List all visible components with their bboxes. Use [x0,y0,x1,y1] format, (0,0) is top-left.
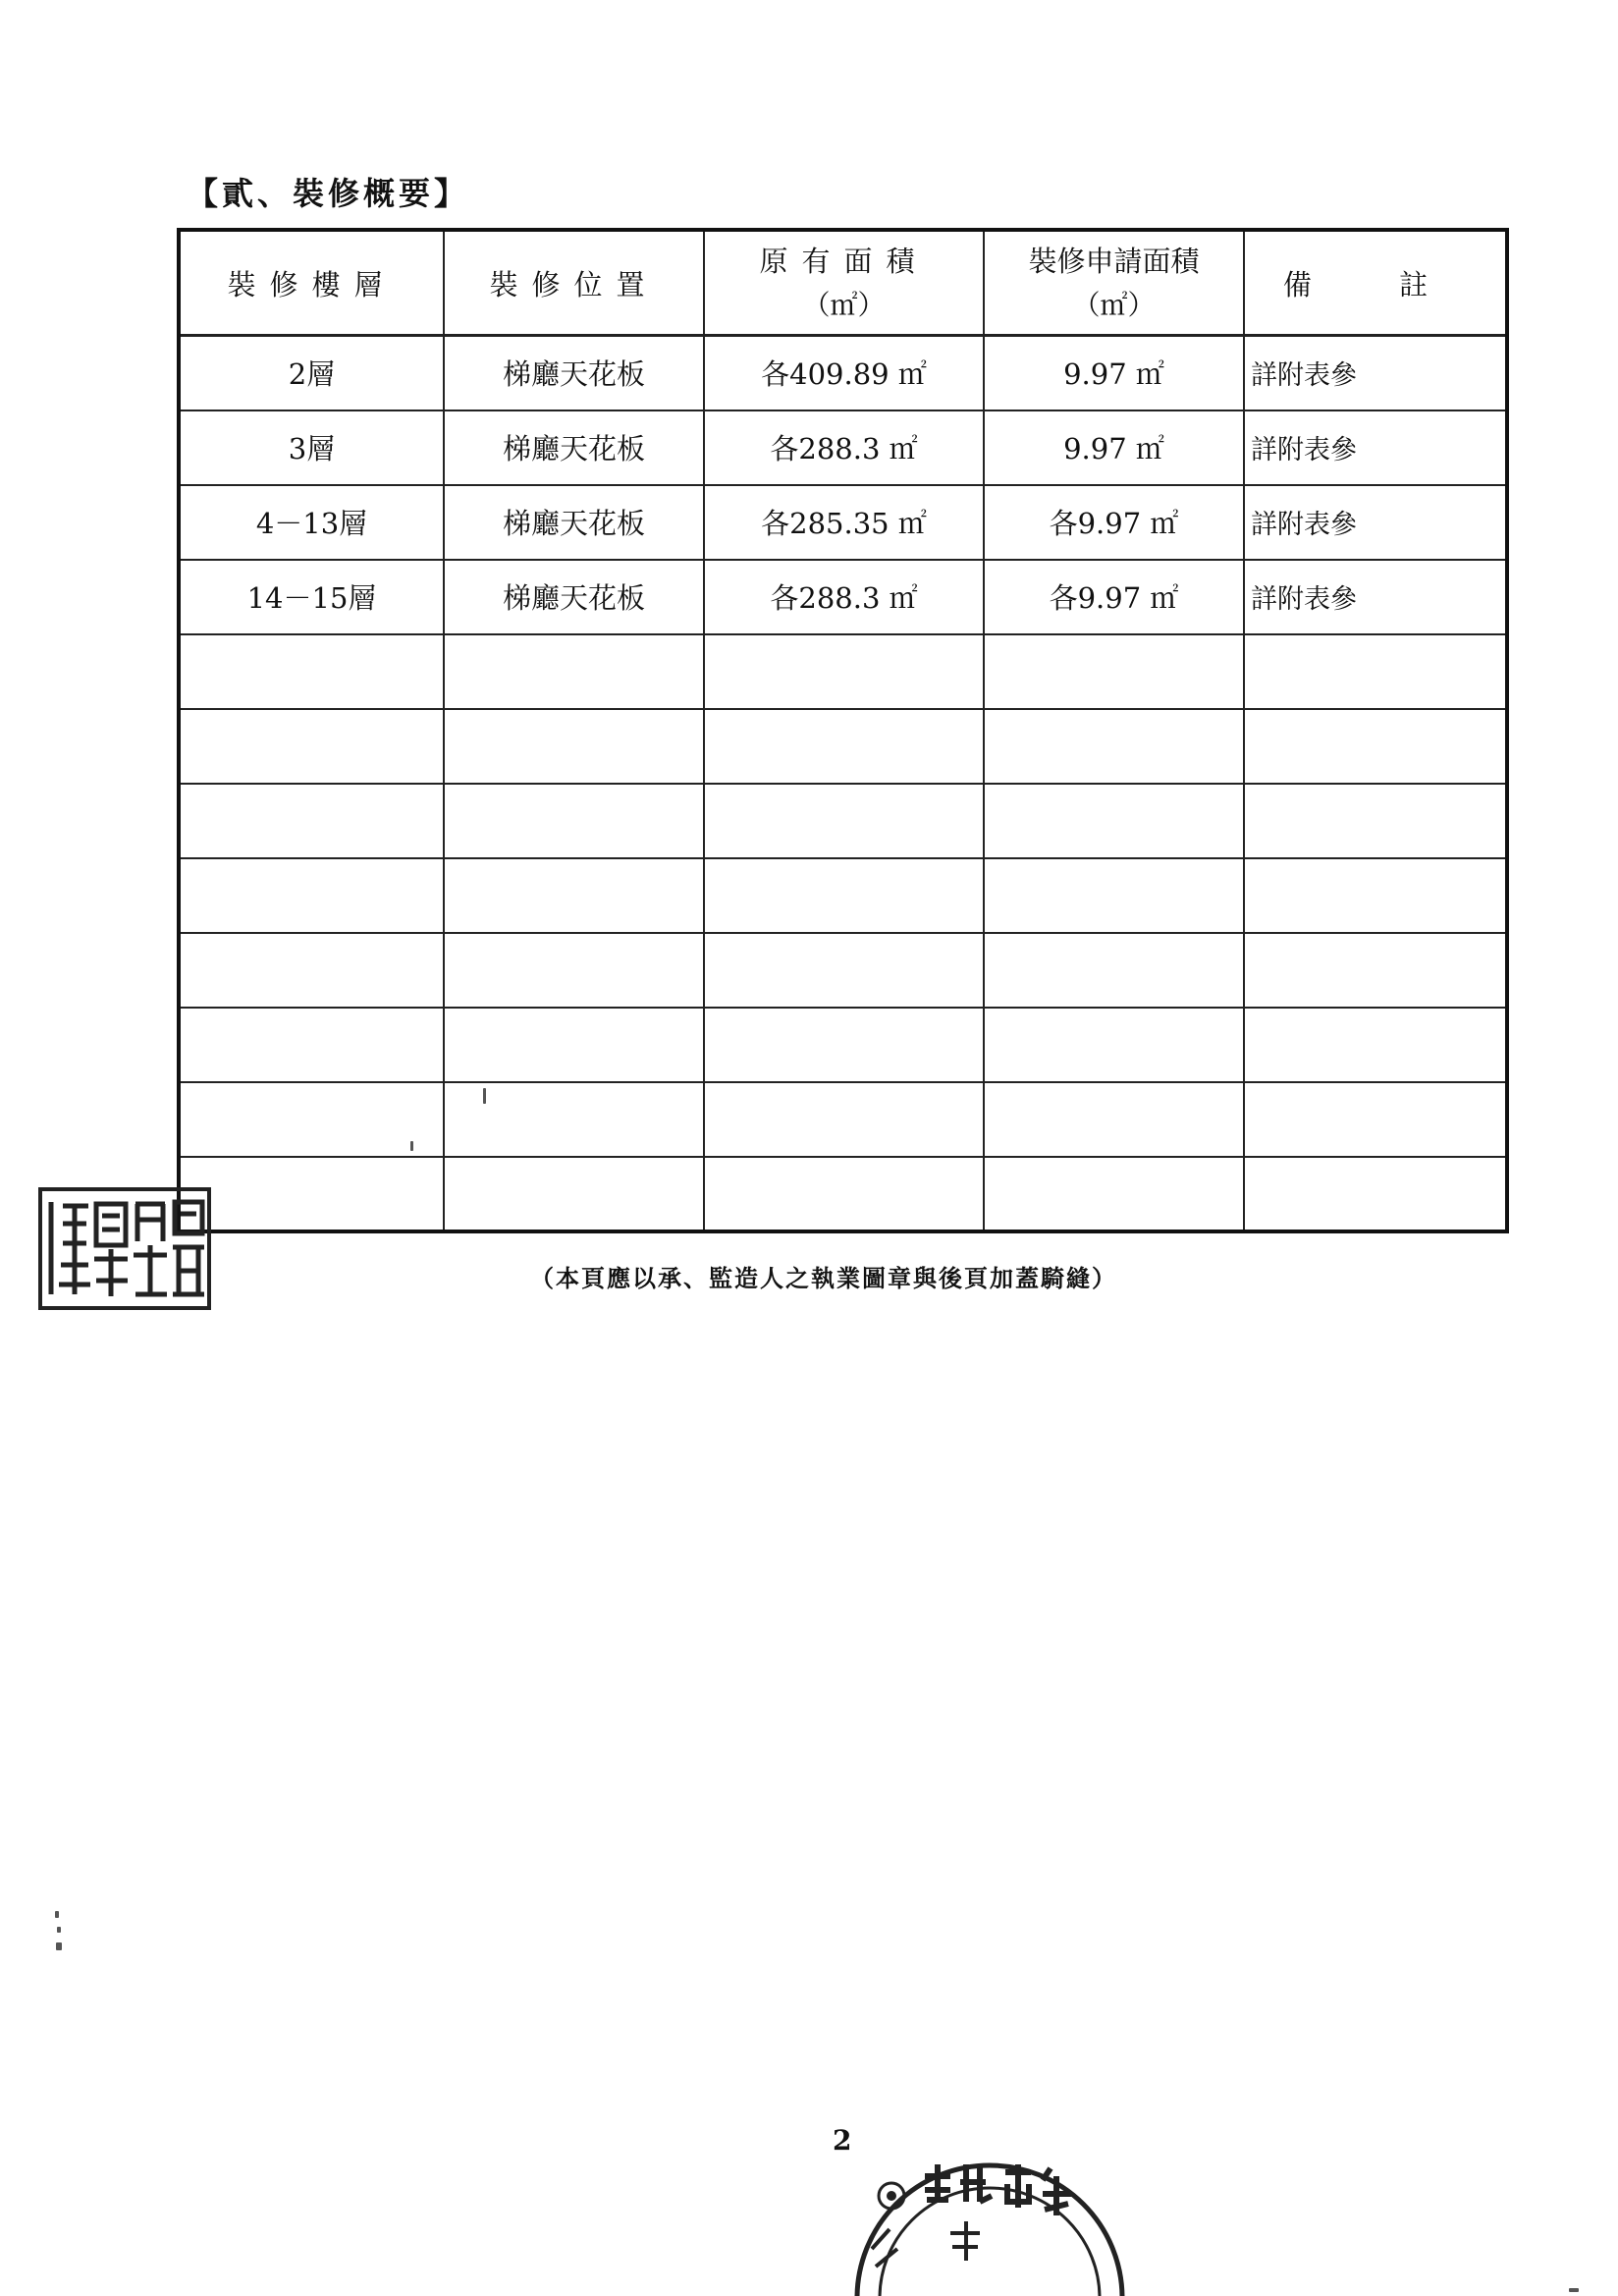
cell-position: 梯廳天花板 [444,410,704,485]
header-original-area-unit: （㎡） [802,288,886,321]
scan-speck [483,1088,486,1104]
scan-speck [56,1942,62,1950]
header-remark: 備 註 [1244,230,1507,336]
cell-floor [179,933,444,1008]
cell-position: 梯廳天花板 [444,560,704,634]
cell-applied-area [984,1157,1244,1231]
table-row [179,933,1507,1008]
cell-floor [179,1082,444,1157]
table-row [179,634,1507,709]
cell-original-area: 各285.35 ㎡ [704,485,984,560]
cell-applied-area [984,784,1244,858]
cell-applied-area [984,634,1244,709]
cell-remark: 詳附表參 [1244,485,1507,560]
cell-original-area [704,933,984,1008]
cell-position [444,784,704,858]
cell-remark: 詳附表參 [1244,560,1507,634]
cell-original-area [704,634,984,709]
footnote: （本頁應以承、監造人之執業圖章與後頁加蓋騎縫） [530,1264,1117,1292]
cell-floor [179,634,444,709]
cell-position [444,1157,704,1231]
cell-floor [179,709,444,784]
header-applied-area-label: 裝修申請面積 [1028,244,1200,278]
header-position: 裝修位置 [444,230,704,336]
cell-remark [1244,933,1507,1008]
cell-applied-area: 9.97 ㎡ [984,336,1244,410]
cell-applied-area [984,709,1244,784]
header-original-area [704,230,984,336]
cell-remark: 詳附表參 [1244,336,1507,410]
cell-position: 梯廳天花板 [444,485,704,560]
scan-speck [57,1927,61,1933]
table-row [179,784,1507,858]
table-row [179,336,1507,410]
page-number: 2 [833,2124,852,2157]
cell-position [444,933,704,1008]
cell-remark [1244,634,1507,709]
scan-speck [410,1141,413,1151]
cell-original-area [704,784,984,858]
cell-applied-area: 9.97 ㎡ [984,410,1244,485]
cell-original-area [704,1082,984,1157]
cell-floor: 14－15層 [179,560,444,634]
architect-seal-stamp [37,1186,212,1311]
scan-speck [1569,2288,1579,2292]
table-row [179,560,1507,634]
cell-applied-area: 各9.97 ㎡ [984,560,1244,634]
table-row [179,709,1507,784]
table-row [179,1157,1507,1231]
cell-original-area: 各409.89 ㎡ [704,336,984,410]
cell-original-area [704,858,984,933]
cell-position: 梯廳天花板 [444,336,704,410]
cell-remark [1244,709,1507,784]
cell-original-area [704,1157,984,1231]
cell-position [444,858,704,933]
table-row [179,1008,1507,1082]
cell-position [444,709,704,784]
cell-applied-area [984,1008,1244,1082]
cell-original-area: 各288.3 ㎡ [704,410,984,485]
cell-remark [1244,1157,1507,1231]
cell-floor: 3層 [179,410,444,485]
cell-applied-area [984,1082,1244,1157]
table-row [179,858,1507,933]
cell-applied-area [984,933,1244,1008]
cell-floor [179,1157,444,1231]
cell-position [444,634,704,709]
cell-floor [179,1008,444,1082]
header-applied-area [984,230,1244,336]
cell-remark [1244,1008,1507,1082]
cell-floor [179,784,444,858]
cell-remark [1244,784,1507,858]
official-round-stamp [833,2151,1147,2296]
header-floor: 裝修樓層 [179,230,444,336]
cell-position [444,1008,704,1082]
header-original-area-label: 原有面積 [759,244,929,278]
table-row [179,410,1507,485]
cell-remark [1244,1082,1507,1157]
table-row [179,1082,1507,1157]
cell-original-area [704,1008,984,1082]
cell-original-area [704,709,984,784]
renovation-summary-table [177,228,1509,1233]
cell-original-area: 各288.3 ㎡ [704,560,984,634]
cell-applied-area [984,858,1244,933]
section-title: 【貳、裝修概要】 [187,175,470,212]
cell-applied-area: 各9.97 ㎡ [984,485,1244,560]
cell-floor: 4－13層 [179,485,444,560]
scan-speck [55,1911,59,1918]
cell-remark [1244,858,1507,933]
cell-floor [179,858,444,933]
header-applied-area-unit: （㎡） [1072,288,1156,321]
cell-floor: 2層 [179,336,444,410]
cell-remark: 詳附表參 [1244,410,1507,485]
table-header-row [179,230,1507,336]
table-row [179,485,1507,560]
